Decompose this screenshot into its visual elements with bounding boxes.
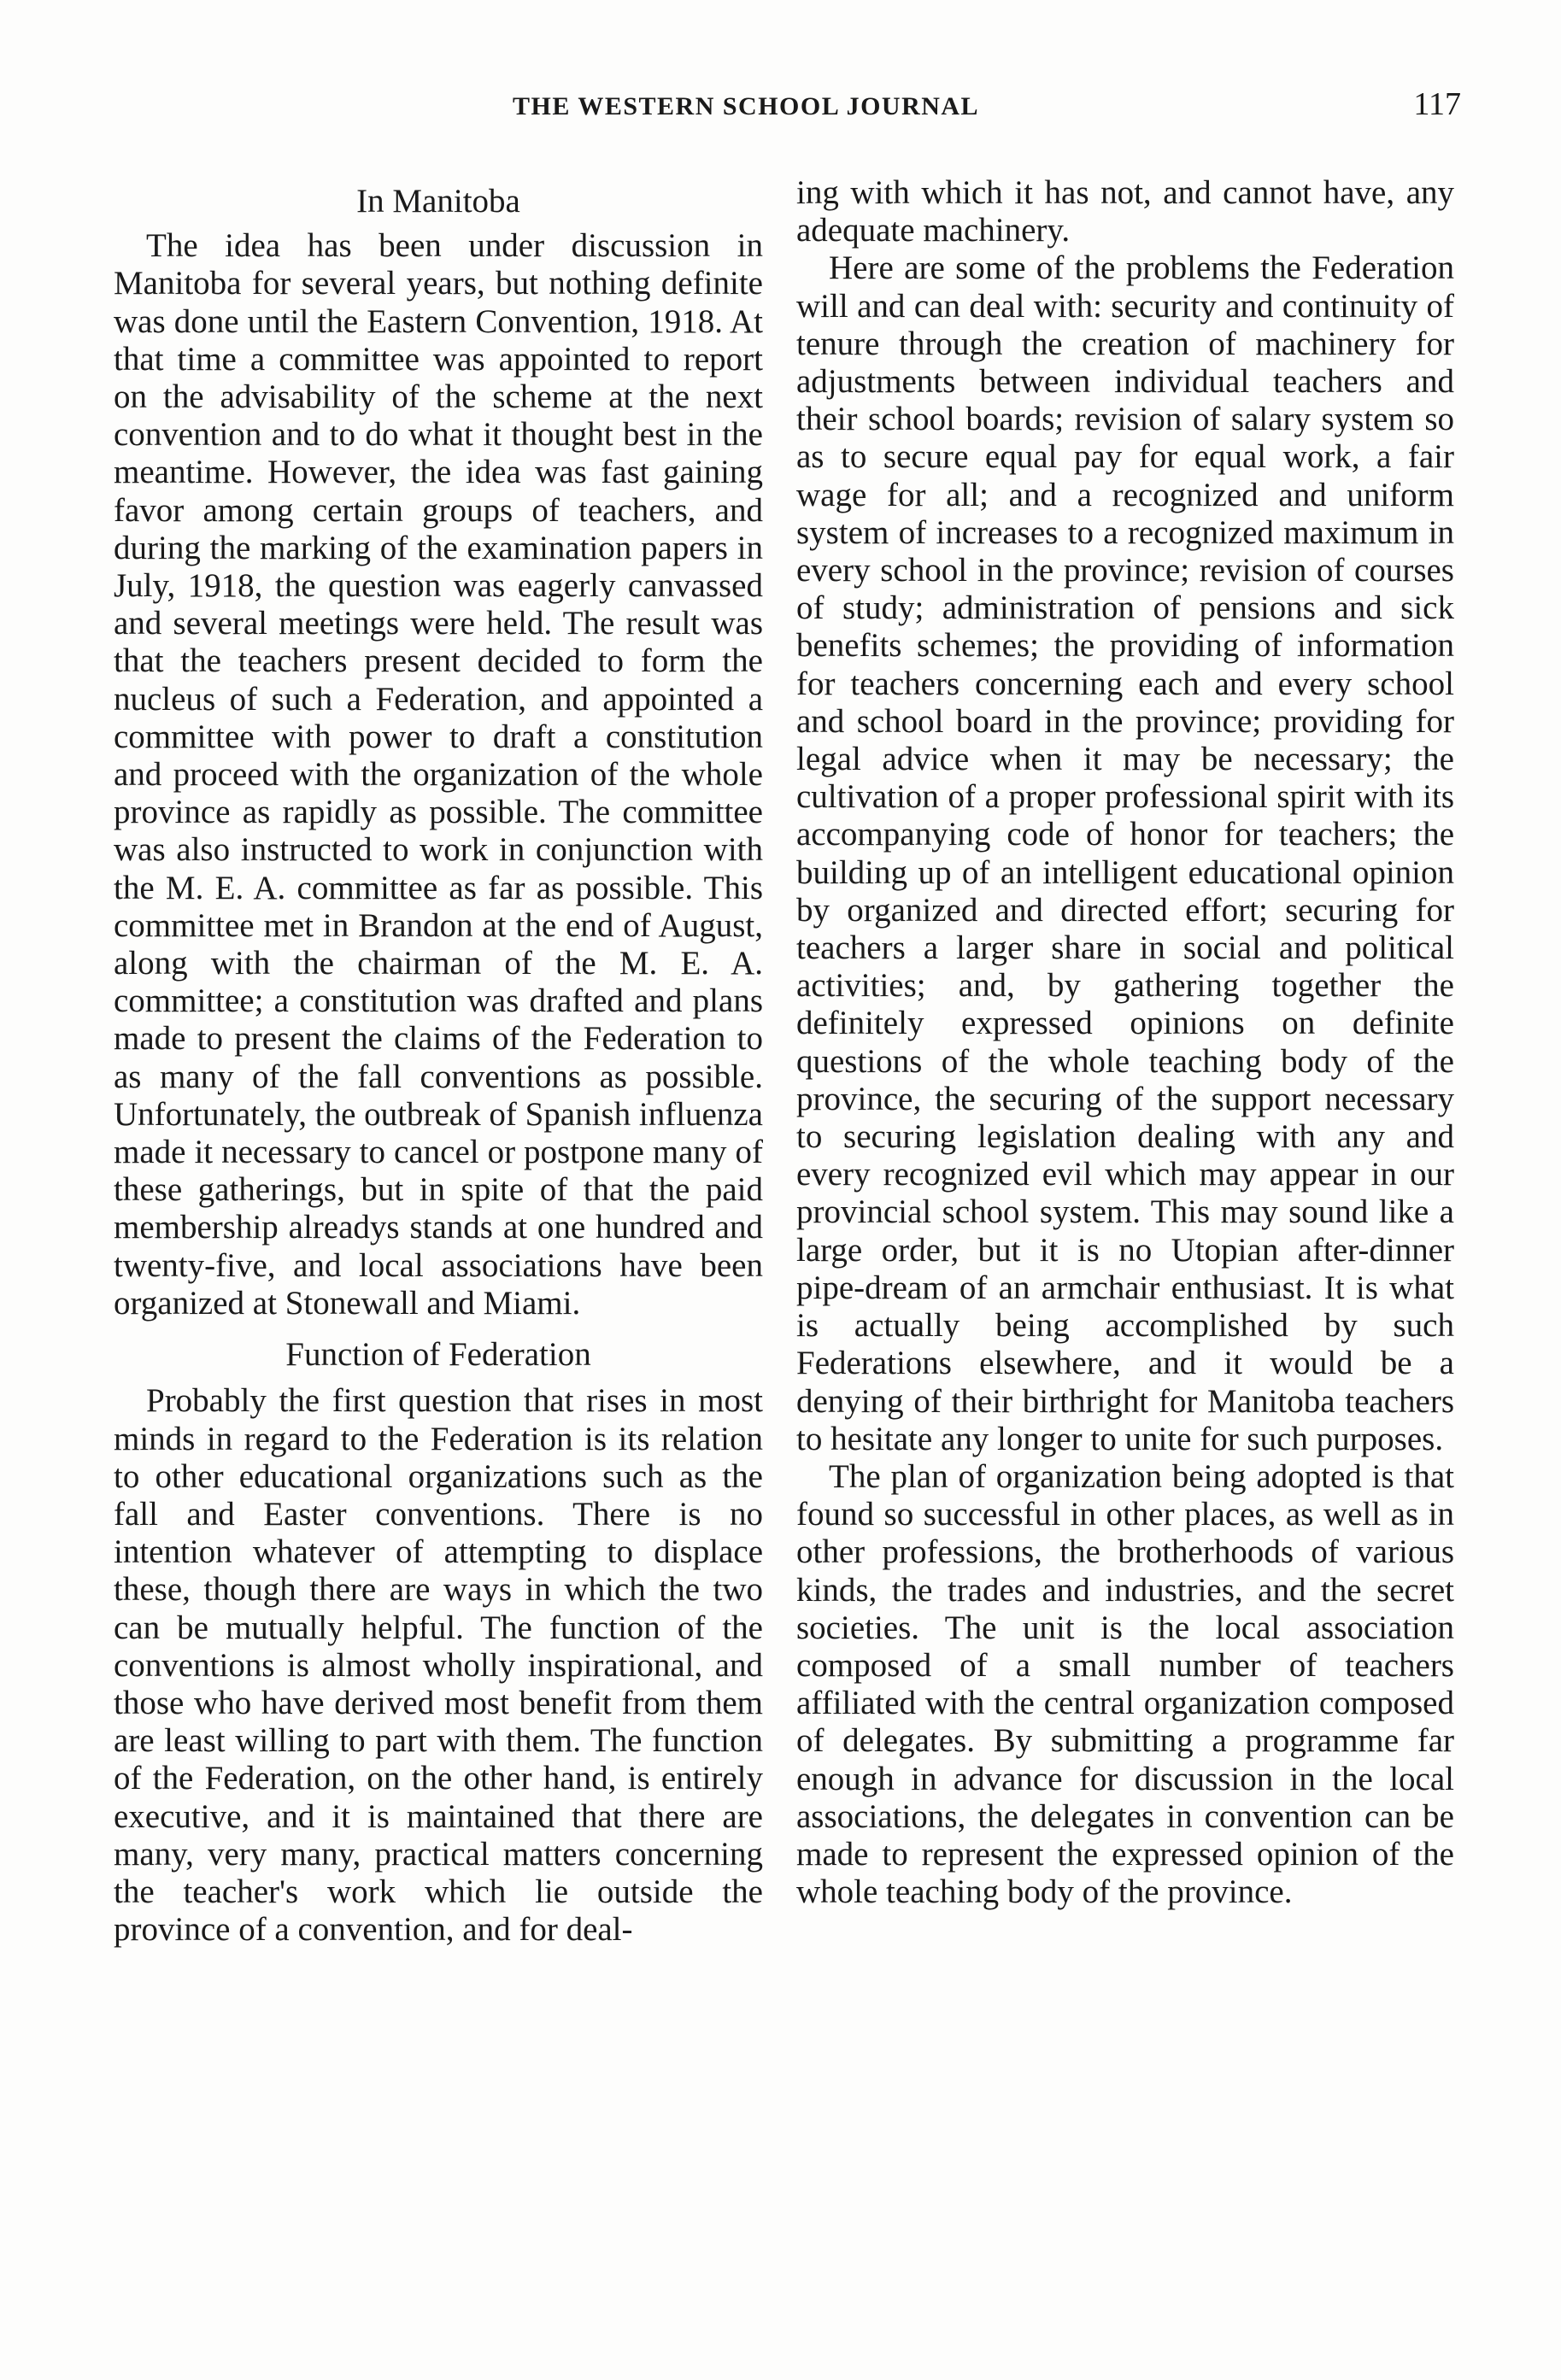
paragraph-plan-of-organization: The plan of organization being adopted is that found so successful in other places, as well as in other professions, the brotherhoods of various kinds, the trades and industries, and the secret societies. The unit is the local association composed of a small number of teachers affiliated with the central organization composed of delegates. By submitting a programme far enough in advance for discussion in the local associations, the delegates in convention can be made to represent the expressed opinion of the whole teaching body of the province. bbox=[796, 1457, 1454, 1911]
journal-title: THE WESTERN SCHOOL JOURNAL bbox=[513, 92, 980, 120]
paragraph-in-manitoba: The idea has been under discussion in Manitoba for several years, but nothing definite was done until the Eastern Convention, 1918. At that time a committee was appointed to report on the advisability of the scheme at the next convention and to do what it thought best in the meantime. However, the idea was fast gaining favor among certain groups of teachers, and during the marking of the examination papers in July, 1918, the question was eagerly canvassed and several meetings were held. The result was that the teachers present decided to form the nucleus of such a Federation, and appointed a committee with power to draft a constitution and proceed with the organization of the whole province as rapidly as possible. The committee was also instructed to work in conjunction with the M. E. A. committee as far as possible. This committee met in Brandon at the end of August, along with the chairman of the M. E. A. committee; a constitution was drafted and plans made to present the claims of the Federation to as many of the fall conventions as possible. Unfortunately, the outbreak of Spanish influenza made it necessary to cancel or postpone many of these gatherings, but in spite of that the paid membership alreadys stands at one hundred and twenty-five, and local associations have been organized at Stonewall and Miami. bbox=[114, 227, 763, 1322]
heading-in-manitoba: In Manitoba bbox=[356, 183, 520, 220]
paragraph-continuation: ing with which it has not, and cannot have, any adequate machinery. bbox=[796, 174, 1454, 249]
heading-function-of-federation: Function of Federation bbox=[285, 1336, 591, 1374]
page-number: 117 bbox=[1413, 86, 1461, 122]
paragraph-function-of-federation: Probably the first question that rises in most minds in regard to the Federation is its relation to other educational organizations such as the fall and Easter conventions. There is no intention whatever of attempting to displace these, though there are ways in which the two can be mutually helpful. The function of the conventions is almost wholly inspirational, and those who have derived most benefit from them are least willing to part with them. The function of the Federation, on the other hand, is entirely executive, and it is maintained that there are many, very many, practical matters concerning the teacher's work which lie outside the province of a convention, and for deal- bbox=[114, 1382, 763, 1949]
right-column bbox=[796, 174, 1454, 1911]
left-column bbox=[114, 183, 763, 1949]
paragraph-problems: Here are some of the problems the Federation will and can deal with: security and continuity of tenure through the creation of machinery for adjustments between individual teachers and their school boards; revision of salary system so as to secure equal pay for equal work, a fair wage for all; and a recognized and uniform system of increases to a recognized maximum in every school in the province; revision of courses of study; administration of pensions and sick benefits schemes; the providing of information for teachers concerning each and every school and school board in the province; providing for legal advice when it may be necessary; the cultivation of a proper professional spirit with its accompanying code of honor for teachers; the building up of an intelligent educational opinion by organized and directed effort; securing for teachers a larger share in social and political activities; and, by gathering together the definitely expressed opinions on definite questions of the whole teaching body of the province, the securing of the support necessary to securing legislation dealing with any and every recognized evil which may appear in our provincial school system. This may sound like a large order, but it is no Utopian after-dinner pipe-dream of an armchair enthusiast. It is what is actually being accomplished by such Federations elsewhere, and it would be a denying of their birthright for Manitoba teachers to hesitate any longer to unite for such purposes. bbox=[796, 249, 1454, 1457]
running-head bbox=[111, 85, 1461, 137]
